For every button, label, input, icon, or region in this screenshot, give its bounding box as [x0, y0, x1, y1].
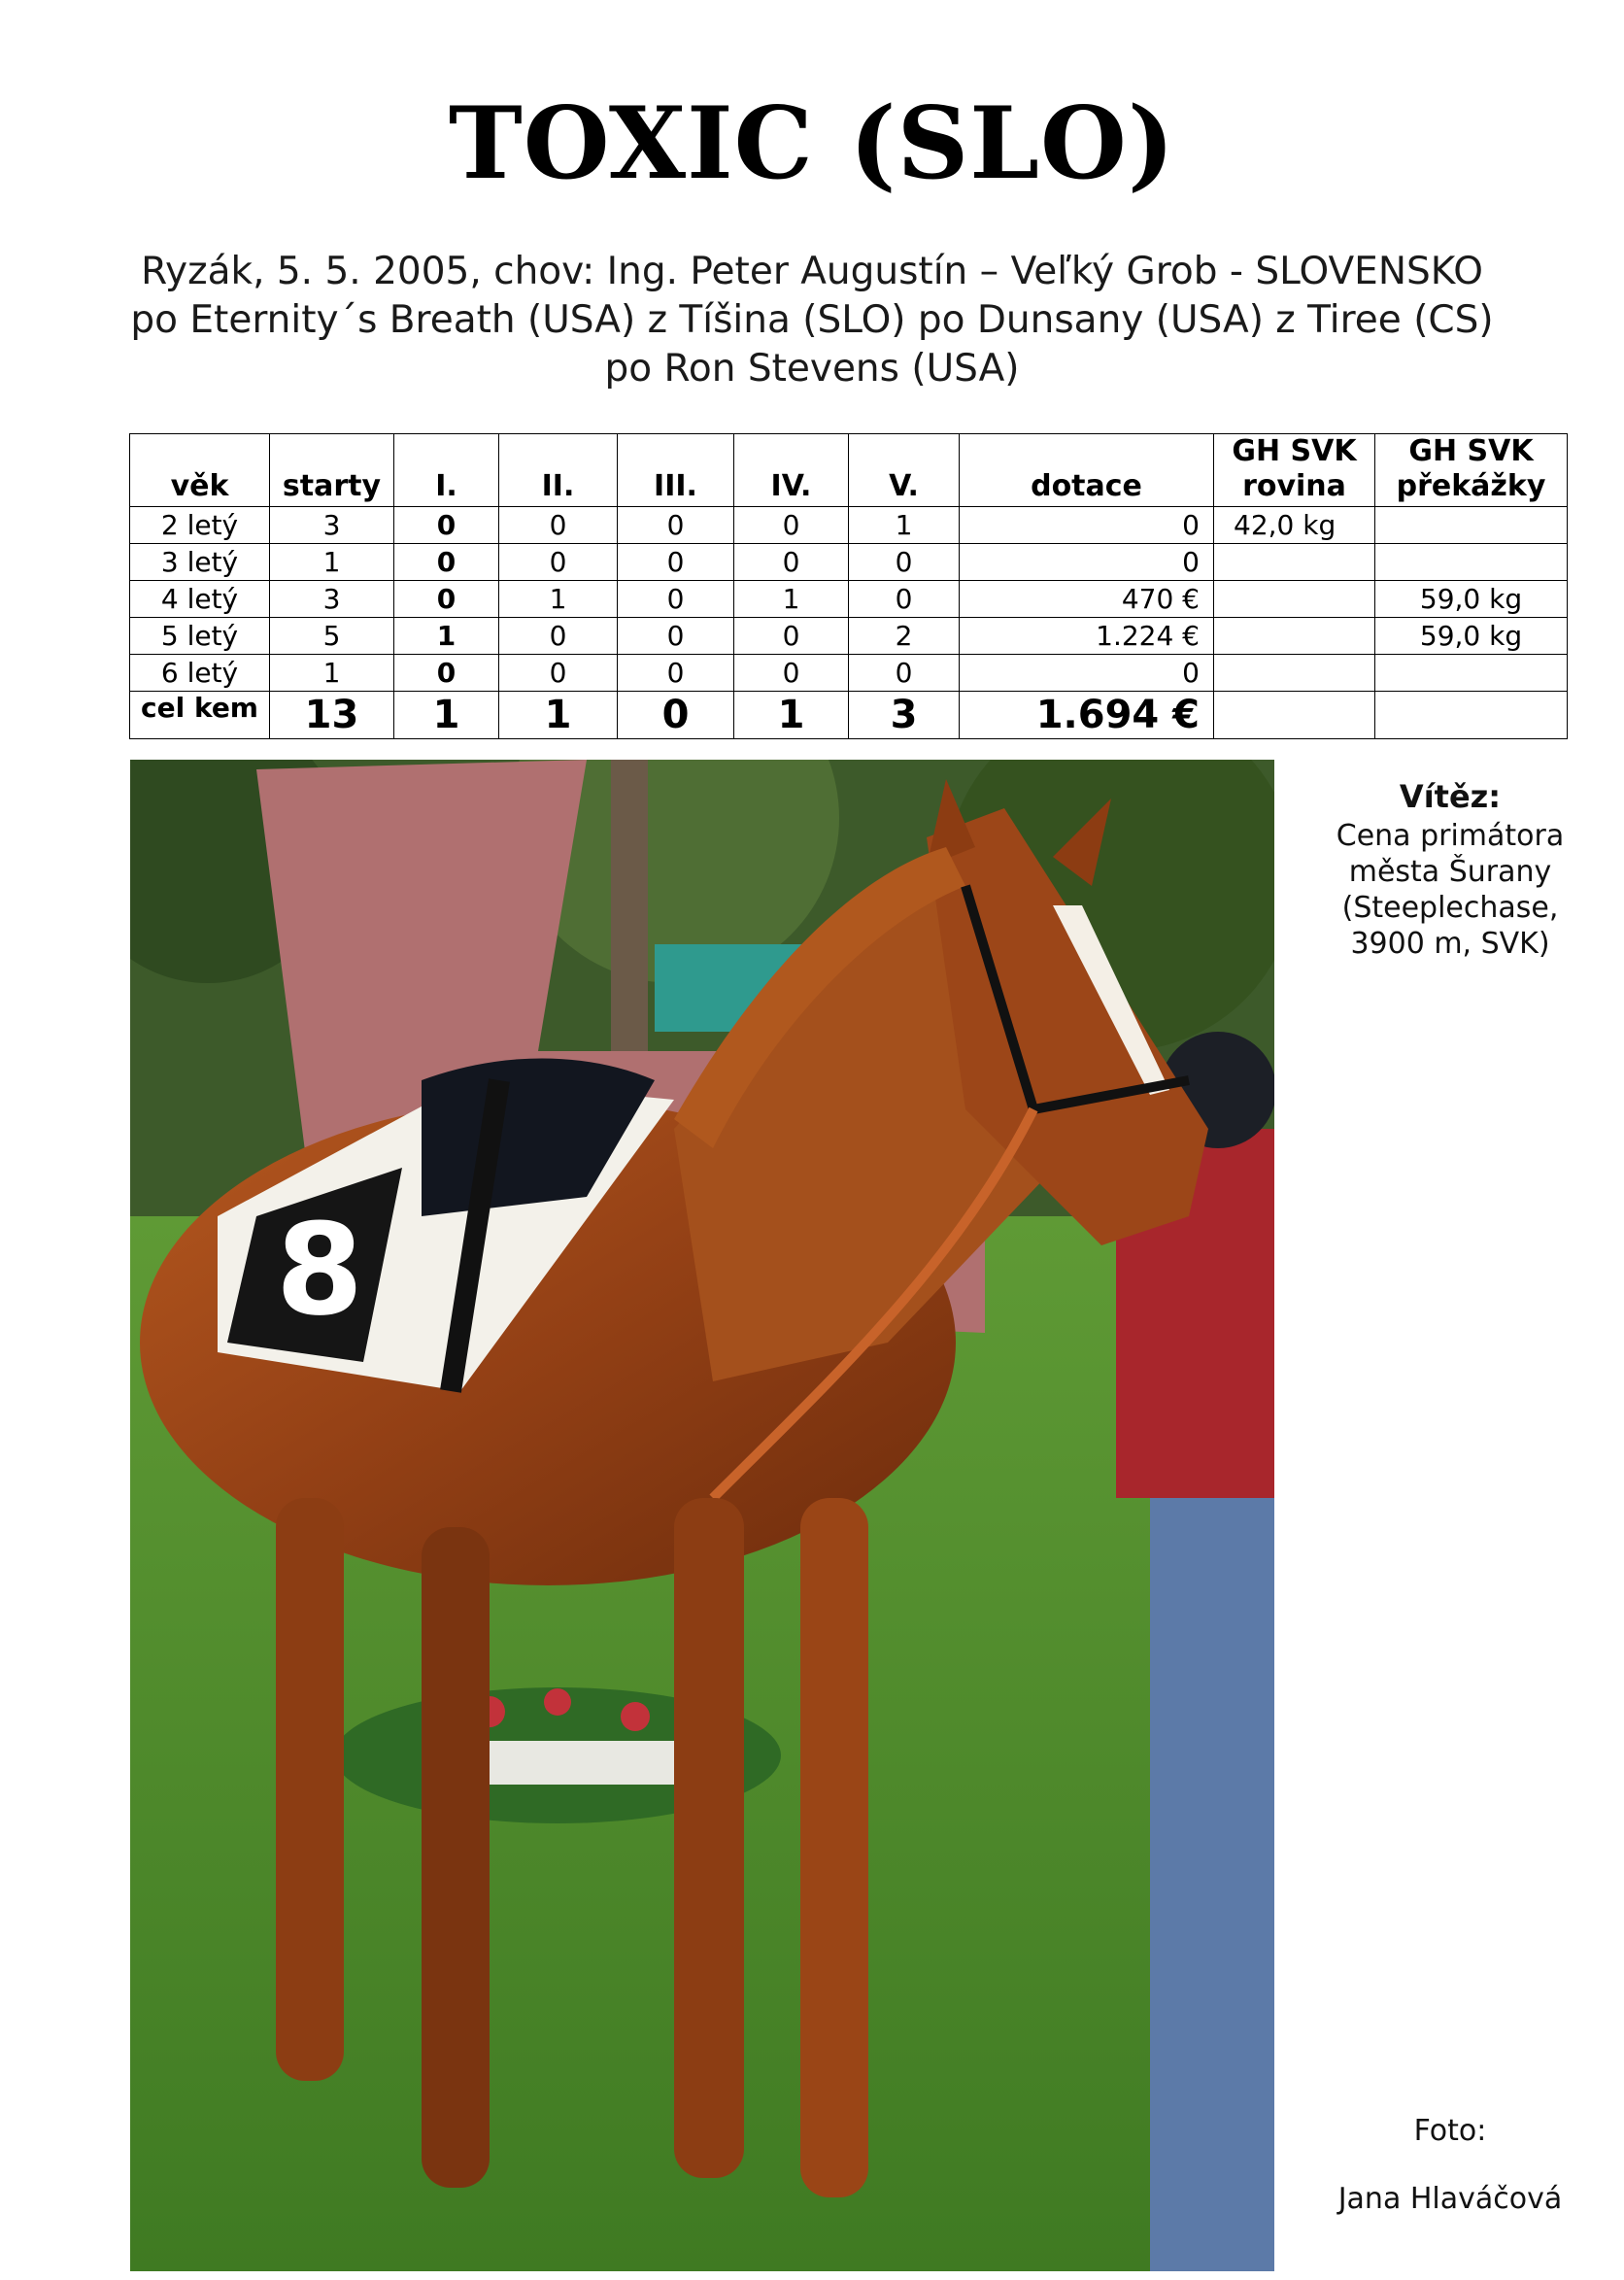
cell-place-3: 0 — [618, 618, 734, 655]
header-gh-jump — [1375, 434, 1568, 507]
cell-gh-jump — [1375, 507, 1568, 544]
winner-line-3: (Steeplechase, — [1341, 891, 1559, 925]
horse-leg — [800, 1498, 868, 2197]
total-gh-jump — [1375, 692, 1568, 739]
cell-place-5: 2 — [849, 618, 960, 655]
pedigree-line-2: po Eternity´s Breath (USA) z Tíšina (SLO) po Dunsany (USA) z Tiree (CS) — [130, 298, 1494, 342]
page-title: TOXIC (SLO) — [448, 85, 1176, 202]
tree-trunk — [611, 760, 648, 1090]
cell-place-3: 0 — [618, 655, 734, 692]
cell-gh-flat: 42,0 kg — [1214, 507, 1375, 544]
cell-place-3: 0 — [618, 507, 734, 544]
cell-age: 2 letý — [130, 507, 270, 544]
cell-prize: 0 — [960, 507, 1214, 544]
header-place-5: V. — [849, 434, 960, 507]
cell-place-2: 0 — [499, 507, 618, 544]
header-place-2: II. — [499, 434, 618, 507]
table-total-row — [130, 692, 1568, 739]
cell-prize: 1.224 € — [960, 618, 1214, 655]
cell-place-5: 0 — [849, 655, 960, 692]
header-gh-flat-line1: GH SVK — [1232, 434, 1357, 468]
cell-place-3: 0 — [618, 544, 734, 581]
table-row — [130, 507, 1568, 544]
cell-gh-flat — [1214, 618, 1375, 655]
pedigree-line-1: Ryzák, 5. 5. 2005, chov: Ing. Peter Augustín – Veľký Grob - SLOVENSKO — [141, 250, 1483, 293]
flower — [544, 1688, 571, 1716]
header-prize: dotace — [960, 434, 1214, 507]
total-starts: 13 — [270, 692, 394, 739]
cell-age: 6 letý — [130, 655, 270, 692]
cell-place-5: 0 — [849, 544, 960, 581]
cell-place-4: 0 — [734, 507, 849, 544]
cell-place-4: 1 — [734, 581, 849, 618]
table-row — [130, 581, 1568, 618]
cell-starts: 5 — [270, 618, 394, 655]
cell-starts: 3 — [270, 507, 394, 544]
cell-gh-flat — [1214, 655, 1375, 692]
header-gh-jump-line1: GH SVK — [1408, 434, 1534, 468]
pedigree-line-3: po Ron Stevens (USA) — [604, 347, 1020, 391]
cell-place-3: 0 — [618, 581, 734, 618]
cell-gh-jump: 59,0 kg — [1375, 618, 1568, 655]
cell-age: 3 letý — [130, 544, 270, 581]
winner-race — [1280, 818, 1620, 962]
cell-prize: 0 — [960, 544, 1214, 581]
total-prize: 1.694 € — [960, 692, 1214, 739]
total-place-3: 0 — [618, 692, 734, 739]
header-place-3: III. — [618, 434, 734, 507]
horse-leg — [674, 1498, 744, 2178]
horse-leg — [422, 1527, 490, 2188]
cell-starts: 1 — [270, 655, 394, 692]
total-place-5: 3 — [849, 692, 960, 739]
cell-gh-flat — [1214, 581, 1375, 618]
header-place-4: IV. — [734, 434, 849, 507]
total-label: cel kem — [130, 692, 270, 739]
cell-starts: 3 — [270, 581, 394, 618]
cell-gh-flat — [1214, 544, 1375, 581]
cell-place-1: 0 — [394, 544, 499, 581]
cell-prize: 470 € — [960, 581, 1214, 618]
header-gh-flat — [1214, 434, 1375, 507]
cell-place-5: 1 — [849, 507, 960, 544]
cell-prize: 0 — [960, 655, 1214, 692]
cell-place-4: 0 — [734, 618, 849, 655]
winner-heading: Vítěz: — [1399, 778, 1502, 815]
table-row — [130, 618, 1568, 655]
header-place-1: I. — [394, 434, 499, 507]
horse-leg — [276, 1498, 344, 2081]
cell-place-2: 1 — [499, 581, 618, 618]
cell-place-1: 1 — [394, 618, 499, 655]
cell-place-1: 0 — [394, 507, 499, 544]
table-row — [130, 544, 1568, 581]
header-gh-flat-line2: rovina — [1242, 469, 1346, 503]
cell-place-2: 0 — [499, 618, 618, 655]
cell-place-1: 0 — [394, 581, 499, 618]
winner-line-4: 3900 m, SVK) — [1350, 927, 1550, 961]
cell-age: 5 letý — [130, 618, 270, 655]
header-gh-jump-line2: překážky — [1396, 469, 1546, 503]
total-gh-flat — [1214, 692, 1375, 739]
total-place-1: 1 — [394, 692, 499, 739]
cell-gh-jump — [1375, 544, 1568, 581]
horse-photo-illustration — [130, 760, 1274, 2271]
saddle-cloth-number: 8 — [275, 1196, 364, 1344]
photo-credit-label: Foto: — [1413, 2114, 1487, 2148]
cell-place-4: 0 — [734, 544, 849, 581]
race-record-table — [129, 433, 1568, 739]
cell-gh-jump: 59,0 kg — [1375, 581, 1568, 618]
handler-jeans — [1150, 1498, 1274, 2271]
horse-photo — [130, 760, 1274, 2271]
winner-line-2: města Šurany — [1348, 855, 1552, 889]
header-starts: starty — [270, 434, 394, 507]
cell-place-1: 0 — [394, 655, 499, 692]
cell-place-2: 0 — [499, 544, 618, 581]
cell-place-4: 0 — [734, 655, 849, 692]
photo-credit-author: Jana Hlaváčová — [1337, 2182, 1563, 2216]
cell-age: 4 letý — [130, 581, 270, 618]
table-header-row — [130, 434, 1568, 507]
cell-gh-jump — [1375, 655, 1568, 692]
winner-line-1: Cena primátora — [1336, 819, 1565, 853]
header-age: věk — [130, 434, 270, 507]
cell-starts: 1 — [270, 544, 394, 581]
flower — [621, 1702, 650, 1731]
total-place-2: 1 — [499, 692, 618, 739]
table-row — [130, 655, 1568, 692]
horse-pedigree — [0, 248, 1624, 393]
cell-place-2: 0 — [499, 655, 618, 692]
total-place-4: 1 — [734, 692, 849, 739]
cell-place-5: 0 — [849, 581, 960, 618]
